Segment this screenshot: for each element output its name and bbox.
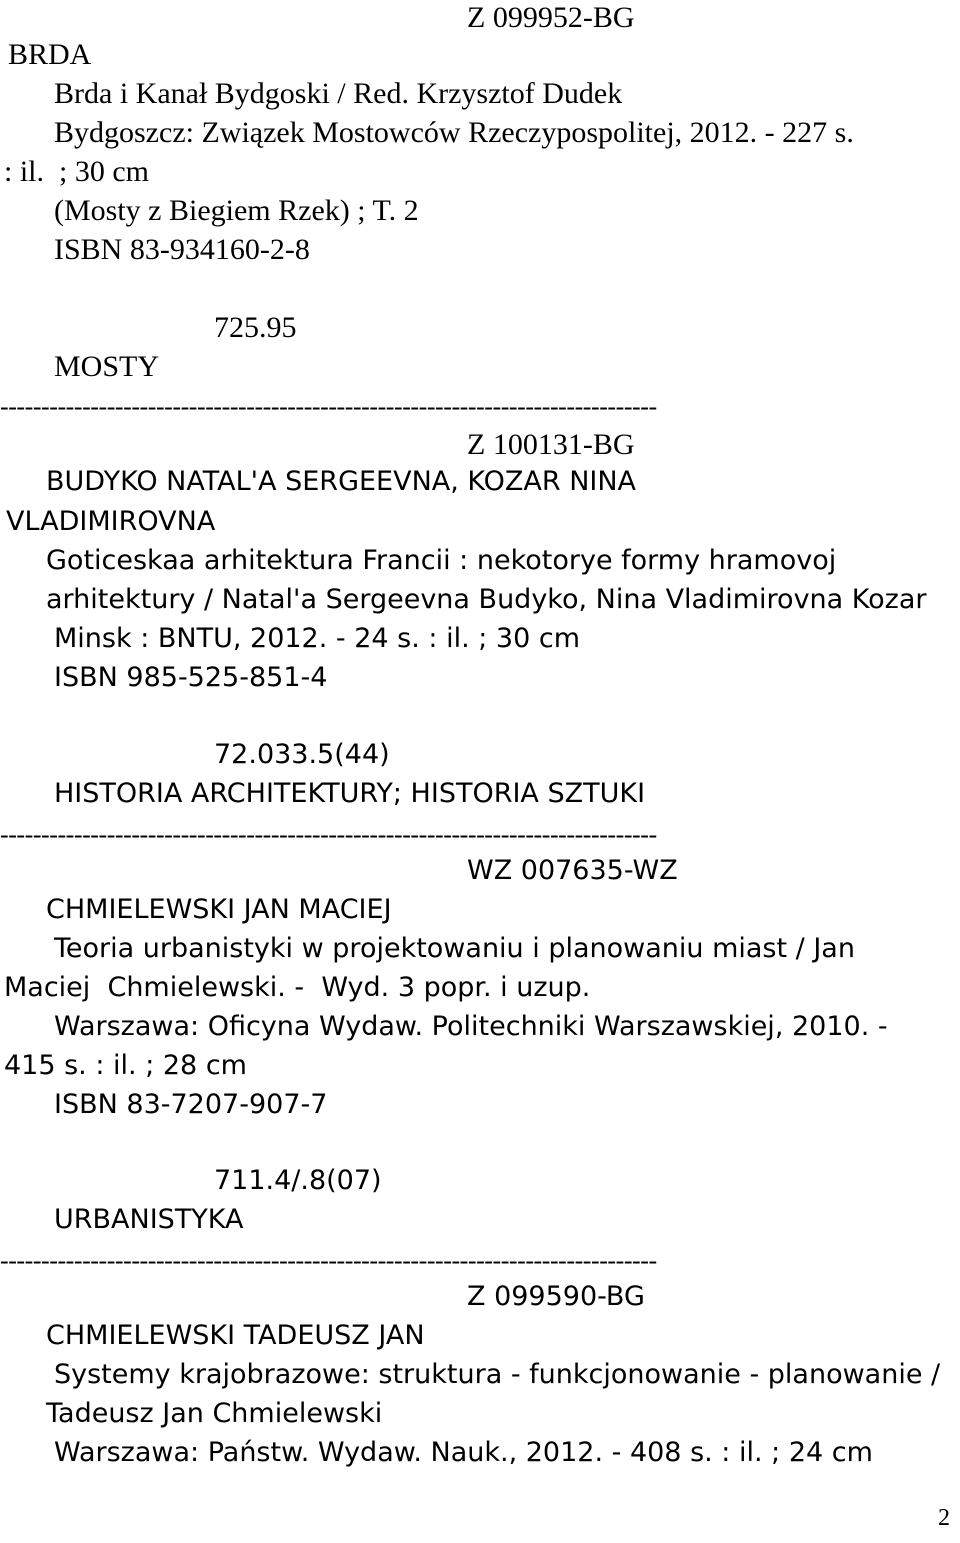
page-number: 2 bbox=[938, 1505, 950, 1531]
entry-heading: CHMIELEWSKI JAN MACIEJ bbox=[46, 894, 392, 925]
separator: -------------------------------------------------------------------------------- bbox=[0, 1248, 657, 1274]
entry-series: (Mosty z Biegiem Rzek) ; T. 2 bbox=[54, 194, 419, 227]
entry-isbn: ISBN 985-525-851-4 bbox=[54, 662, 328, 693]
entry-title: Teoria urbanistyki w projektowaniu i planowaniu miast / Jan bbox=[54, 933, 855, 964]
entry-title: Brda i Kanał Bydgoski / Red. Krzysztof Dudek bbox=[54, 77, 623, 110]
entry-publication-cont: : il. ; 30 cm bbox=[4, 155, 149, 188]
entry-heading: BUDYKO NATAL'A SERGEEVNA, KOZAR NINA bbox=[46, 466, 637, 497]
entry-heading-cont: VLADIMIROVNA bbox=[6, 506, 216, 537]
entry-classification: 72.033.5(44) bbox=[214, 739, 390, 770]
entry-subject: MOSTY bbox=[54, 350, 160, 383]
entry-publication: Warszawa: Oficyna Wydaw. Politechniki Warszawskiej, 2010. - bbox=[54, 1011, 888, 1042]
entry-classification: 725.95 bbox=[214, 311, 297, 344]
entry-heading: BRDA bbox=[8, 38, 92, 71]
entry-title-cont: Tadeusz Jan Chmielewski bbox=[46, 1398, 383, 1429]
entry-id: WZ 007635-WZ bbox=[467, 855, 678, 886]
entry-title: Systemy krajobrazowe: struktura - funkcjonowanie - planowanie / bbox=[54, 1359, 941, 1390]
entry-publication: Bydgoszcz: Związek Mostowców Rzeczypospolitej, 2012. - 227 s. bbox=[54, 116, 854, 149]
entry-classification: 711.4/.8(07) bbox=[214, 1165, 382, 1196]
entry-title: Goticeskaa arhitektura Francii : nekotorye formy hramovoj bbox=[46, 545, 837, 576]
entry-title-cont: arhitektury / Natal'a Sergeevna Budyko, Nina Vladimirovna Kozar bbox=[46, 584, 927, 615]
entry-subject: HISTORIA ARCHITEKTURY; HISTORIA SZTUKI bbox=[54, 778, 646, 809]
entry-publication-cont: 415 s. : il. ; 28 cm bbox=[4, 1050, 247, 1081]
entry-isbn: ISBN 83-934160-2-8 bbox=[54, 233, 310, 266]
entry-publication: Warszawa: Państw. Wydaw. Nauk., 2012. - 408 s. : il. ; 24 cm bbox=[54, 1437, 873, 1468]
entry-title-cont: Maciej Chmielewski. - Wyd. 3 popr. i uzup. bbox=[4, 972, 591, 1003]
entry-id: Z 099590-BG bbox=[467, 1281, 645, 1312]
separator: -------------------------------------------------------------------------------- bbox=[0, 822, 657, 848]
entry-id: Z 099952-BG bbox=[467, 1, 635, 34]
separator: -------------------------------------------------------------------------------- bbox=[0, 394, 657, 420]
entry-subject: URBANISTYKA bbox=[54, 1204, 244, 1235]
entry-isbn: ISBN 83-7207-907-7 bbox=[54, 1089, 328, 1120]
entry-id: Z 100131-BG bbox=[467, 428, 635, 461]
entry-heading: CHMIELEWSKI TADEUSZ JAN bbox=[46, 1320, 425, 1351]
entry-publication: Minsk : BNTU, 2012. - 24 s. : il. ; 30 cm bbox=[54, 623, 580, 654]
